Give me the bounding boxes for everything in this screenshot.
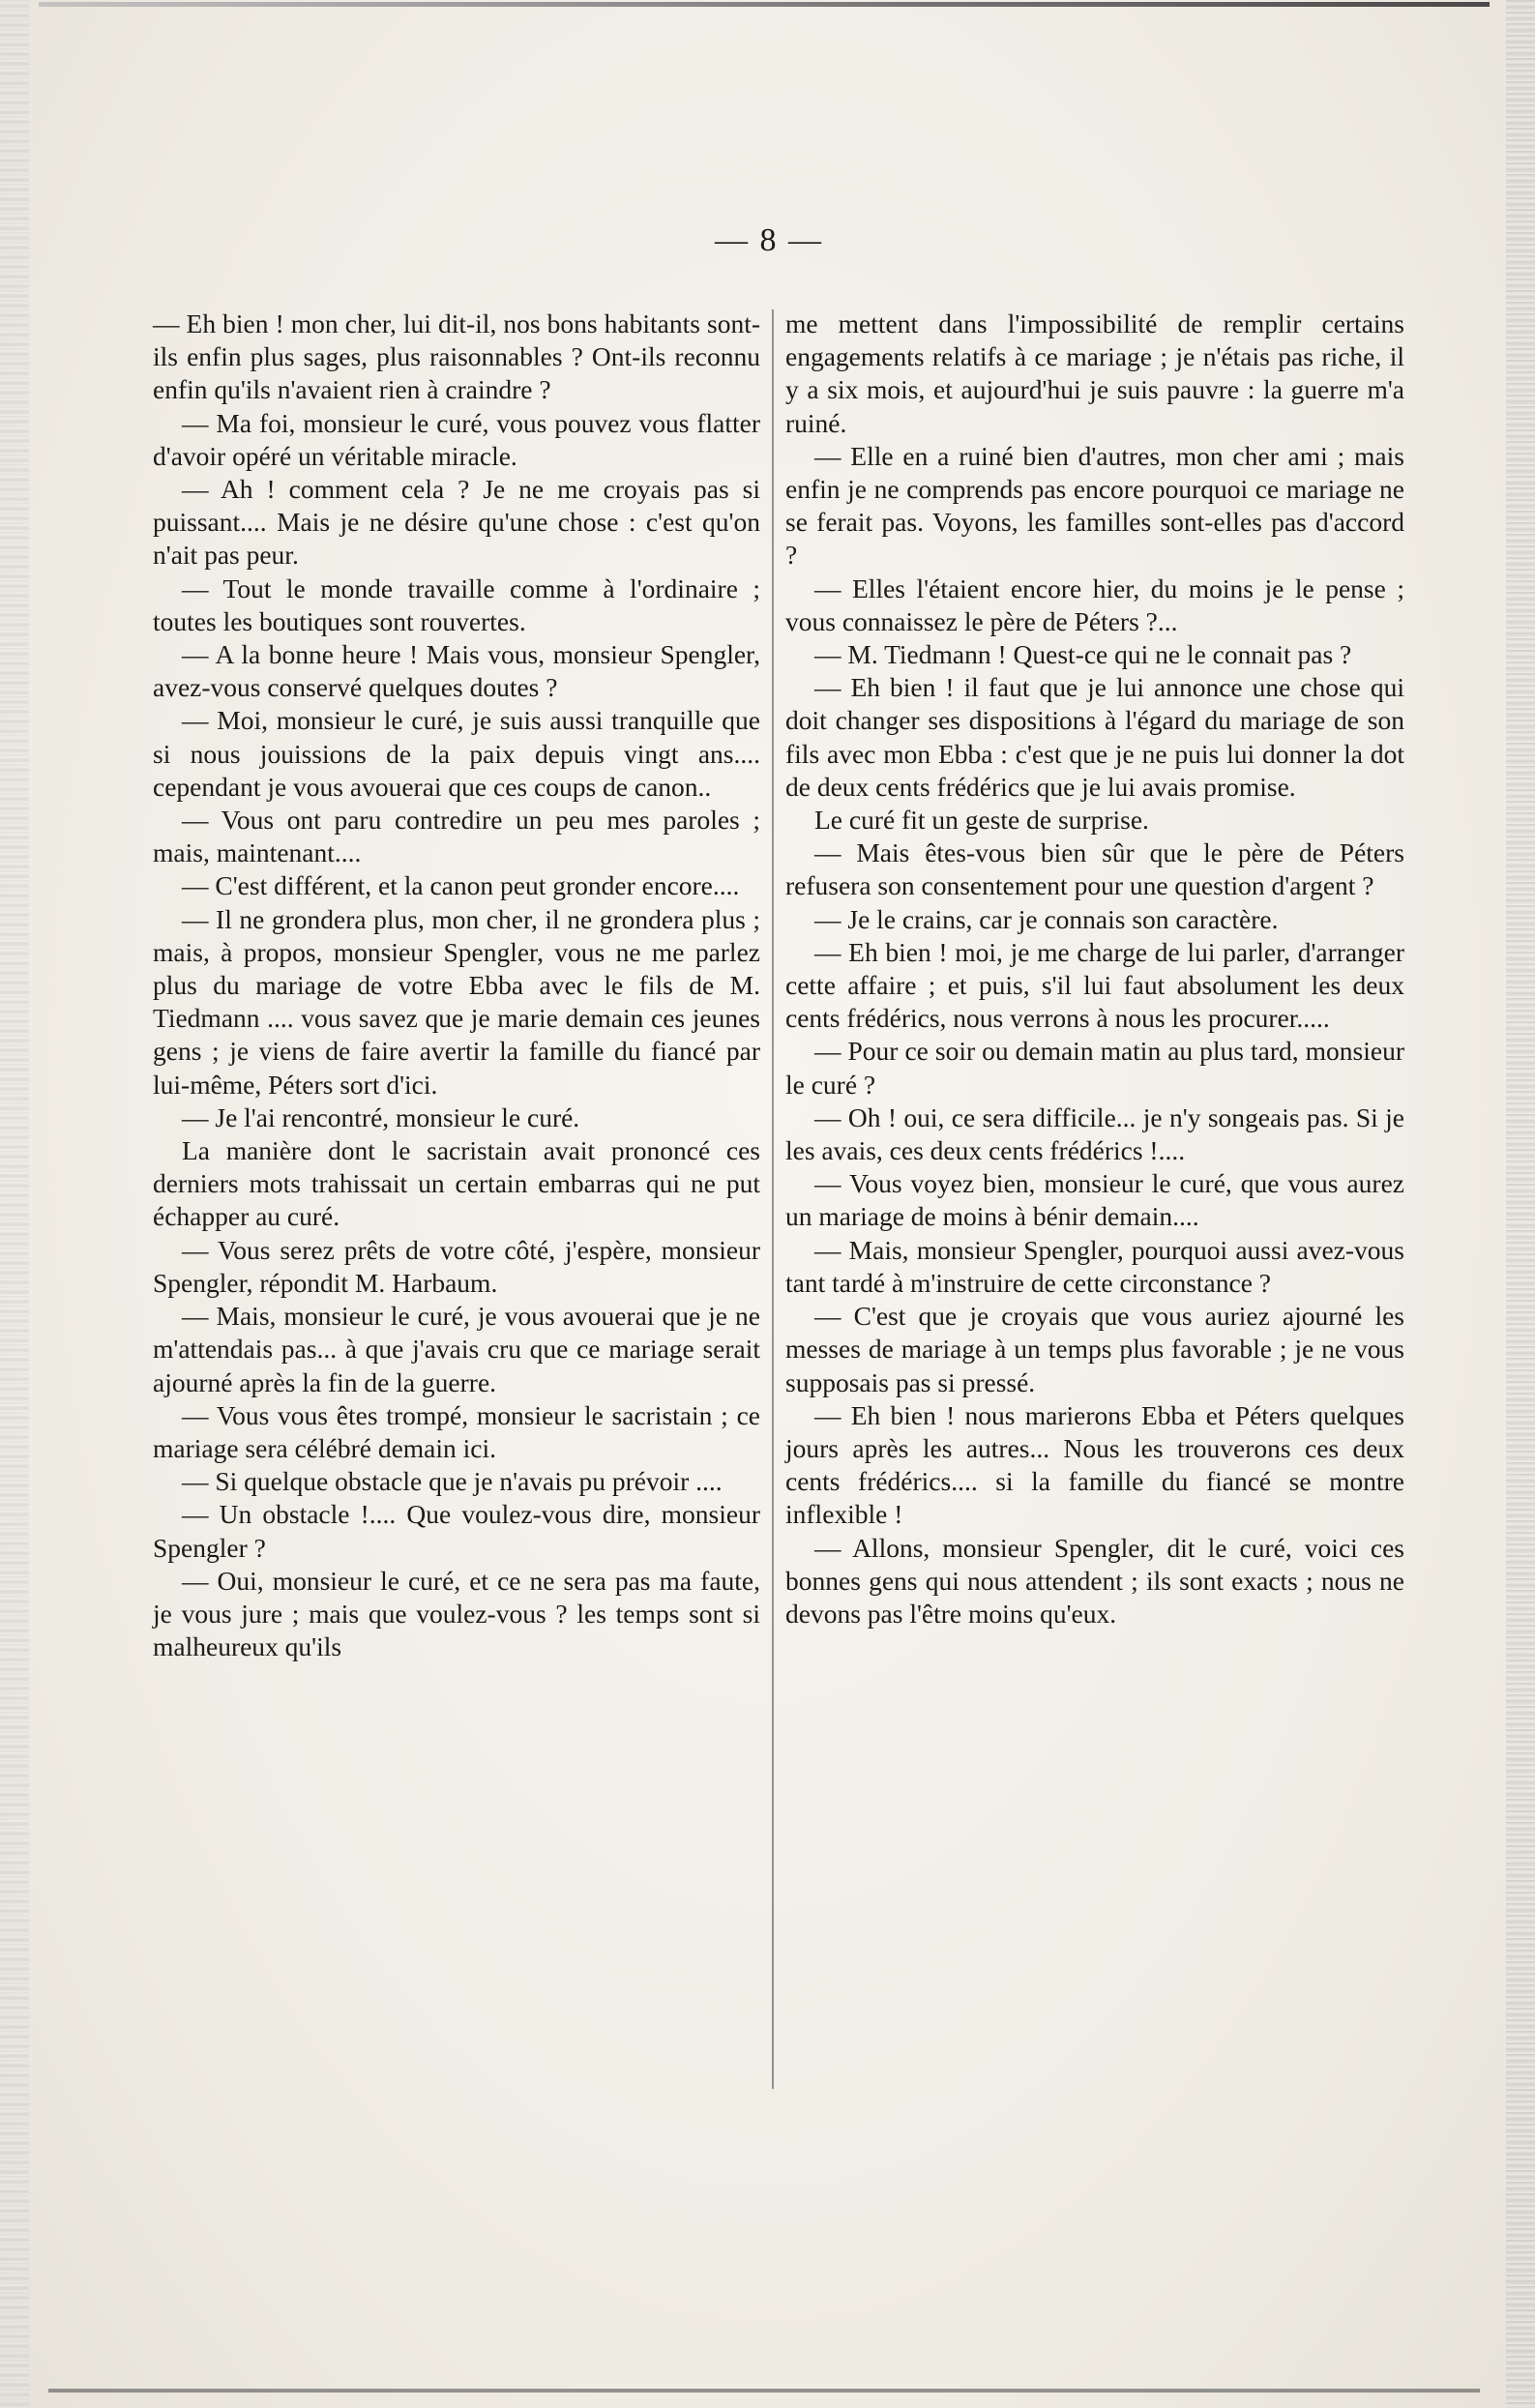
paragraph: — C'est que je croyais que vous auriez ajourné les messes de mariage à un temps plus favorable ; je ne vous supposais pas si pressé.: [785, 1301, 1404, 1397]
paragraph: — Vous serez prêts de votre côté, j'espère, monsieur Spengler, répondit M. Harbaum.: [153, 1234, 760, 1298]
paragraph: — Elles l'étaient encore hier, du moins je le pense ; vous connaissez le père de Péters ?...: [785, 573, 1404, 636]
paragraph: — Vous ont paru contredire un peu mes paroles ; mais, maintenant....: [153, 805, 760, 868]
paragraph: — Oh ! oui, ce sera difficile... je n'y songeais pas. Si je les avais, ces deux cents frédérics !....: [785, 1101, 1404, 1166]
paragraph: — Vous voyez bien, monsieur le curé, que vous aurez un mariage de moins à bénir demain....: [785, 1168, 1404, 1232]
paragraph: — Pour ce soir ou demain matin au plus tard, monsieur le curé ?: [785, 1036, 1404, 1100]
left-column: [153, 308, 760, 1663]
paragraph: — Vous vous êtes trompé, monsieur le sacristain ; ce mariage sera célébré demain ici.: [153, 1399, 760, 1463]
paragraph: — Ah ! comment cela ? Je ne me croyais pas si puissant.... Mais je ne désire qu'une chose : c'est qu'on n'ait pas peur.: [153, 474, 760, 571]
paragraph: — Eh bien ! nous marierons Ebba et Péters quelques jours après les autres... Nous les trouverons ces deux cents frédérics.... si la famille du fiancé se montre inflexible !: [785, 1399, 1404, 1530]
paragraph: — Eh bien ! moi, je me charge de lui parler, d'arranger cette affaire ; et puis, s'il lui faut absolument les deux cents frédérics, nous verrons à nous les procurer.....: [785, 936, 1404, 1034]
top-rule: [39, 2, 1490, 7]
page-number: — 8 —: [715, 222, 823, 258]
paragraph: — Moi, monsieur le curé, je suis aussi tranquille que si nous jouissions de la paix depuis vingt ans.... cependant je vous avouerai que ces coups de canon..: [153, 705, 760, 802]
paragraph: — Si quelque obstacle que je n'avais pu prévoir ....: [182, 1466, 723, 1497]
paragraph: — Mais, monsieur le curé, je vous avouerai que je ne m'attendais pas... à que j'avais cru que ce mariage serait ajourné après la fin de la guerre.: [153, 1301, 760, 1397]
paragraph: — Je le crains, car je connais son caractère.: [814, 903, 1279, 934]
paragraph: me mettent dans l'impossibilité de remplir certains engagements relatifs à ce mariage ; je n'étais pas riche, il y a six mois, et aujourd'hui je suis pauvre : la guerre m'a ruiné.: [785, 308, 1404, 438]
paragraph: — Mais, monsieur Spengler, pourquoi aussi avez-vous tant tardé à m'instruire de cette circonstance ?: [785, 1234, 1404, 1298]
right-column: [785, 308, 1404, 1630]
paragraph: — Elle en a ruiné bien d'autres, mon cher ami ; mais enfin je ne comprends pas encore pourquoi ce mariage ne se ferait pas. Voyons, les familles sont-elles pas d'accord ?: [785, 440, 1404, 571]
paragraph: — Ma foi, monsieur le curé, vous pouvez vous flatter d'avoir opéré un véritable miracle.: [153, 407, 760, 471]
paragraph: — Mais êtes-vous bien sûr que le père de Péters refusera son consentement pour une question d'argent ?: [785, 837, 1404, 901]
paragraph: — Oui, monsieur le curé, et ce ne sera pas ma faute, je vous jure ; mais que voulez-vous ? les temps sont si malheureux qu'ils: [153, 1565, 760, 1662]
paragraph: — M. Tiedmann ! Quest-ce qui ne le connait pas ?: [814, 639, 1352, 670]
paragraph: La manière dont le sacristain avait prononcé ces derniers mots trahissait un certain embarras qui ne put échapper au curé.: [153, 1135, 760, 1232]
paragraph: — Allons, monsieur Spengler, dit le curé, voici ces bonnes gens qui nous attendent ; ils sont exacts ; nous ne devons pas l'être moins qu'eux.: [785, 1532, 1404, 1629]
paragraph: — Un obstacle !.... Que voulez-vous dire, monsieur Spengler ?: [153, 1499, 760, 1563]
paragraph: Le curé fit un geste de surprise.: [814, 805, 1149, 836]
paragraph: — Il ne grondera plus, mon cher, il ne grondera plus ; mais, à propos, monsieur Spengler, vous ne me parlez plus du mariage de votre Ebba avec le fils de M. Tiedmann .... vous savez que je marie demain ces jeunes gens ; je viens de faire avertir la famille du fiancé par lui-même, Péters sort d'ici.: [153, 903, 760, 1100]
paragraph: — A la bonne heure ! Mais vous, monsieur Spengler, avez-vous conservé quelques doutes ?: [153, 639, 760, 703]
left-scan-edge: [0, 0, 29, 2408]
paragraph: — Eh bien ! il faut que je lui annonce une chose qui doit changer ses dispositions à l'égard du mariage de son fils avec mon Ebba : c'est que je ne puis lui donner la dot de deux cents frédérics que je lui avais promise.: [785, 672, 1404, 802]
paragraph: — C'est différent, et la canon peut gronder encore....: [182, 870, 740, 901]
paragraph: — Je l'ai rencontré, monsieur le curé.: [182, 1101, 580, 1132]
bottom-rule: [48, 2389, 1480, 2393]
right-scan-edge: [1506, 0, 1535, 2408]
column-divider: [772, 309, 774, 2089]
paragraph: — Eh bien ! mon cher, lui dit-il, nos bons habitants sont-ils enfin plus sages, plus raisonnables ? Ont-ils reconnu enfin qu'ils n'avaient rien à craindre ?: [153, 308, 760, 405]
paragraph: — Tout le monde travaille comme à l'ordinaire ; toutes les boutiques sont rouvertes.: [153, 573, 760, 636]
